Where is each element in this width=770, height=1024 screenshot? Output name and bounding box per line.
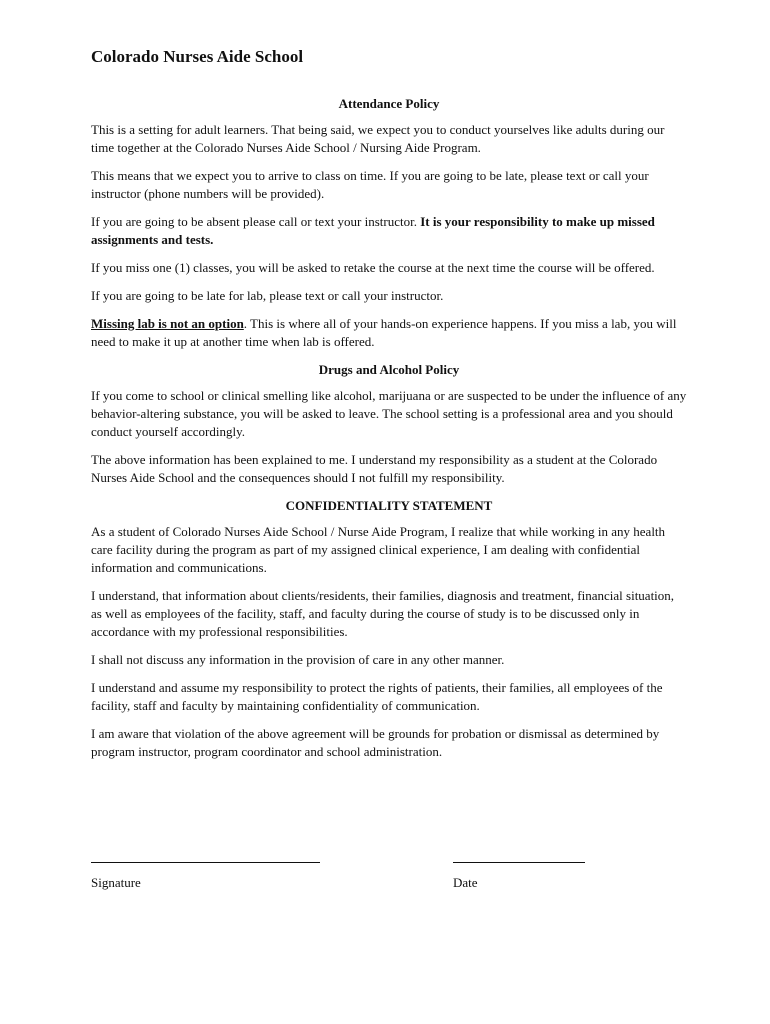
signature-block [91, 846, 687, 896]
confidentiality-paragraph-5: I am aware that violation of the above agreement will be grounds for probation or dismissal as determined by program instructor, program coordinator and school administration. [91, 726, 660, 759]
attendance-paragraph-3-emphasis: It is your responsibility to make up missed assignments and tests. [91, 214, 655, 247]
date-label: Date [453, 875, 478, 890]
confidentiality-paragraph-3: I shall not discuss any information in the provision of care in any other manner. [91, 652, 505, 667]
attendance-paragraph-6 [91, 315, 687, 351]
attendance-paragraph-3-text: If you are going to be absent please call or text your instructor. [91, 214, 421, 229]
signature-line[interactable] [91, 846, 320, 863]
drugs-paragraph-2: The above information has been explained to me. I understand my responsibility as a student at the Colorado Nurses Aide School and the consequences should I not fulfill my responsibility. [91, 452, 658, 485]
date-line[interactable] [453, 846, 585, 863]
document-title: Colorado Nurses Aide School [91, 47, 304, 66]
document-body [91, 46, 687, 771]
attendance-paragraph-4: If you miss one (1) classes, you will be asked to retake the course at the next time the course will be offered. [91, 260, 655, 275]
confidentiality-heading: CONFIDENTIALITY STATEMENT [285, 498, 493, 513]
drugs-heading: Drugs and Alcohol Policy [318, 362, 460, 377]
attendance-paragraph-6-text: . This is where all of your hands-on experience happens. If you miss a lab, you will need to make it up at another time when lab is offered. [91, 316, 677, 349]
attendance-paragraph-2: This means that we expect you to arrive to class on time. If you are going to be late, please text or call your instructor (phone numbers will be provided). [91, 168, 649, 201]
attendance-paragraph-5: If you are going to be late for lab, please text or call your instructor. [91, 288, 444, 303]
drugs-paragraph-1: If you come to school or clinical smelling like alcohol, marijuana or are suspected to be under the influence of any behavior-altering substance, you will be asked to leave. The school setting is a professional area and you should conduct yourself accordingly. [91, 388, 687, 439]
confidentiality-paragraph-1: As a student of Colorado Nurses Aide School / Nurse Aide Program, I realize that while working in any health care facility during the program as part of my assigned clinical experience, I am dealing with confidential information and communications. [91, 524, 666, 575]
attendance-paragraph-1: This is a setting for adult learners. That being said, we expect you to conduct yourselves like adults during our time together at the Colorado Nurses Aide School / Nursing Aide Program. [91, 122, 665, 155]
attendance-heading: Attendance Policy [338, 96, 440, 111]
confidentiality-paragraph-4: I understand and assume my responsibility to protect the rights of patients, their families, all employees of the facility, staff and faculty by maintaining confidentiality of communication. [91, 680, 663, 713]
attendance-paragraph-3 [91, 213, 687, 249]
attendance-paragraph-6-emphasis: Missing lab is not an option [91, 316, 244, 331]
confidentiality-paragraph-2: I understand, that information about clients/residents, their families, diagnosis and treatment, financial situation, as well as employees of the facility, staff, and faculty during the course of study is to be discussed only in accordance with my professional responsibilities. [91, 588, 675, 639]
signature-label: Signature [91, 875, 141, 890]
